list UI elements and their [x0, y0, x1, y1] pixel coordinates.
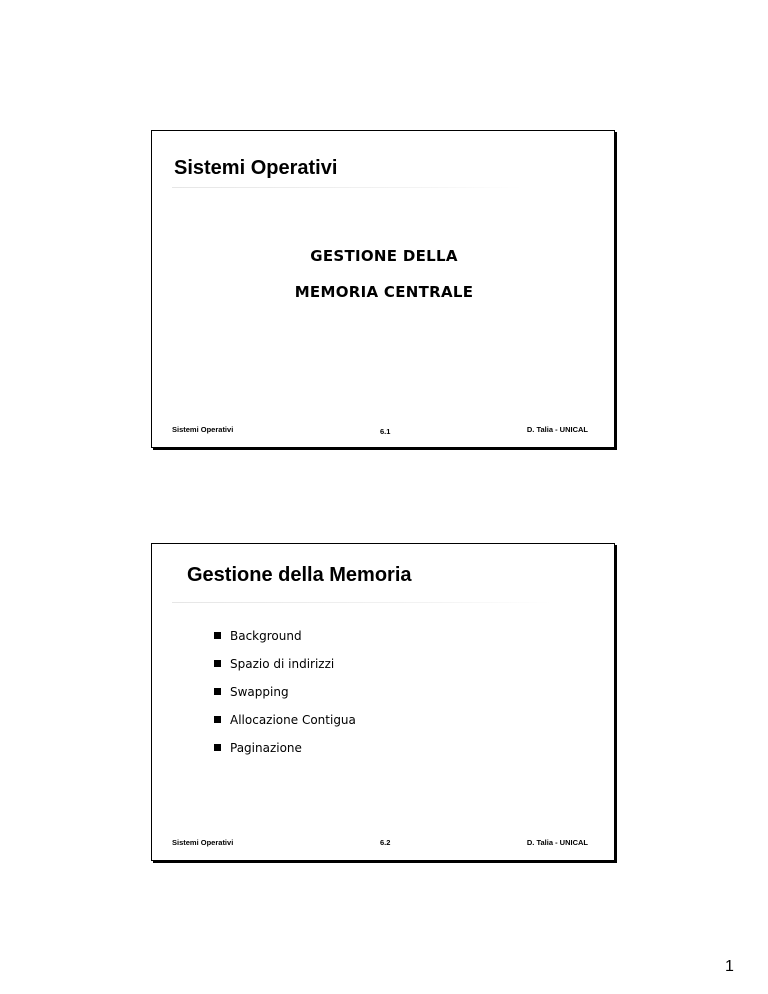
slide-footer: [172, 838, 588, 852]
list-item-label: Paginazione: [230, 741, 302, 755]
heading-line-1: GESTIONE DELLA: [310, 247, 458, 265]
slide-6-1: [151, 130, 615, 448]
footer-course: Sistemi Operativi: [172, 425, 234, 434]
slide-footer: [172, 425, 588, 439]
square-bullet-icon: [214, 716, 221, 723]
list-item-label: Background: [230, 629, 302, 643]
list-item-label: Allocazione Contigua: [230, 713, 356, 727]
footer-author: D. Talia - UNICAL: [526, 838, 588, 847]
list-item: [214, 678, 356, 706]
slide-title: Sistemi Operativi: [174, 157, 338, 179]
footer-course: Sistemi Operativi: [172, 838, 234, 847]
square-bullet-icon: [214, 660, 221, 667]
list-item: [214, 734, 356, 762]
list-item: [214, 622, 356, 650]
list-item: [214, 706, 356, 734]
list-item: [214, 650, 356, 678]
page-number: 1: [725, 958, 734, 975]
square-bullet-icon: [214, 688, 221, 695]
title-divider: [172, 187, 522, 188]
square-bullet-icon: [214, 744, 221, 751]
slide-6-2: [151, 543, 615, 861]
heading-line-2: MEMORIA CENTRALE: [294, 283, 474, 301]
list-item-label: Spazio di indirizzi: [230, 657, 335, 671]
footer-slide-number: 6.1: [380, 427, 391, 436]
list-item-label: Swapping: [230, 685, 289, 699]
footer-author: D. Talia - UNICAL: [526, 425, 588, 434]
title-divider: [172, 602, 552, 603]
topic-list: [214, 622, 356, 762]
square-bullet-icon: [214, 632, 221, 639]
footer-slide-number: 6.2: [380, 838, 391, 847]
slide-title: Gestione della Memoria: [187, 564, 412, 586]
